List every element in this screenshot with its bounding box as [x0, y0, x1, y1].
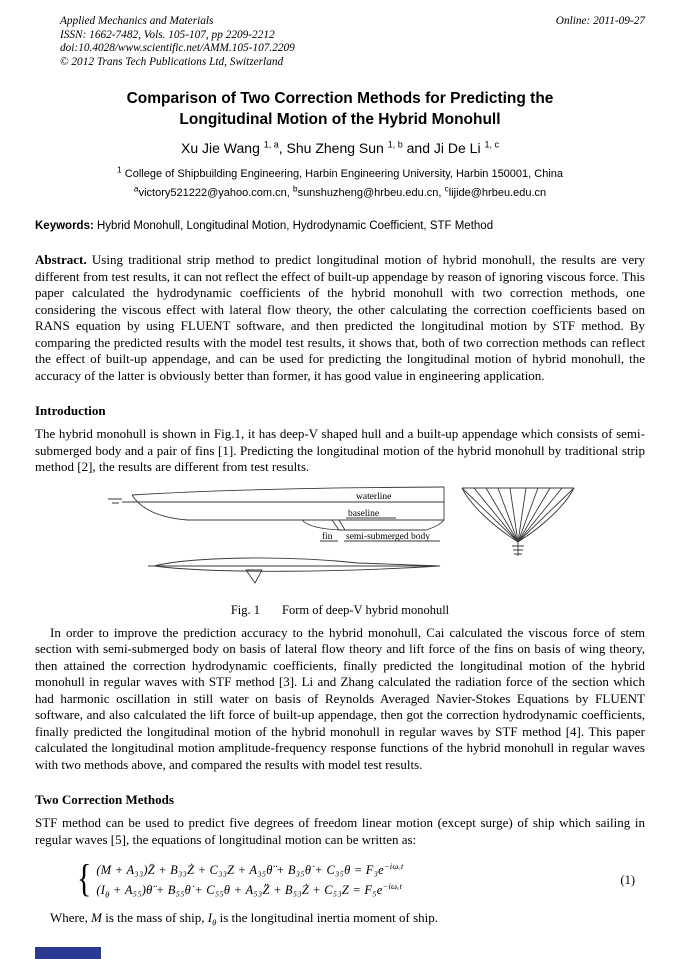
figure-1 — [35, 482, 645, 600]
emails-line — [35, 183, 645, 200]
semi-body-label: semi-submerged body — [346, 531, 430, 542]
where-pre: Where, — [50, 910, 92, 926]
equation-number: (1) — [620, 872, 635, 887]
author-1-affil-sup: 1, a — [263, 139, 279, 150]
author-2: Shu Zheng Sun — [286, 140, 388, 157]
author-3: Ji De Li — [433, 140, 485, 157]
equation-brace: { — [77, 857, 92, 901]
email-a-sup: a — [133, 183, 139, 194]
affiliation-sup: 1 — [116, 164, 122, 175]
copyright-line: © 2012 Trans Tech Publications Ltd, Switzerland — [60, 55, 284, 68]
figure-drawing — [96, 482, 584, 600]
journal-header — [60, 15, 645, 69]
author-2-affil-sup: 1, b — [387, 139, 403, 150]
figure-number: Fig. 1 — [230, 602, 261, 617]
where-mid: is the mass of ship, — [101, 910, 208, 926]
footer-accent-bar — [35, 947, 101, 959]
keywords-label: Keywords: — [35, 220, 94, 233]
appendage-body-shape — [154, 558, 440, 571]
free-surface-mark — [108, 499, 122, 503]
where-inertia-base: I — [207, 910, 213, 926]
equation-line-2-exponent: −iωₑt — [382, 880, 403, 891]
issn-line: ISSN: 1662-7482, Vols. 105-107, pp 2209-2212 — [60, 28, 275, 41]
keywords-text: Hybrid Monohull, Longitudinal Motion, Hydrodynamic Coefficient, STF Method — [93, 220, 494, 233]
waterline-label: waterline — [356, 491, 392, 502]
hull-fin-shape — [332, 520, 345, 530]
where-inertia-subscript: θ — [212, 917, 217, 928]
affiliation-text: College of Shipbuilding Engineering, Harbin Engineering University, Harbin 150001, China — [121, 168, 564, 181]
bodyplan-section-lines — [462, 488, 574, 542]
email-c: lijide@hrbeu.edu.cn — [448, 187, 547, 200]
bodyplan-flare-curves — [462, 488, 574, 542]
affiliation-line — [35, 164, 645, 181]
equation-line-2 — [96, 880, 403, 900]
intro-paragraph-2: In order to improve the prediction accuracy to the hybrid monohull, Cai calculated the viscous force of stem section with semi-submerged body on basis of lateral flow theory and lift force of the fins on basis of wing theory, then attained the correction hydrodynamic coefficients, finally predicted the longitudinal motion of the hybrid monohull in regular waves with STF method [3]. Li and Zhang calculated the radiation force of the section which had harmonic oscillation in still water on basis of Reynolds Averaged Navier-Stokes Equations by FLUENT software, and also calculated the lift force of built-up appendage, then got the correction hydrodynamic coefficients, finally predicted the longitudinal motion of the hybrid monohull in regular waves by STF method [4]. This paper calculated the longitudinal motion amplitude-frequency response functions of the hybrid monohull in regular waves with two methods above, and compared the results with model test results. — [35, 624, 645, 772]
section-heading-methods: Two Correction Methods — [35, 792, 174, 808]
where-mass-symbol: M — [91, 910, 102, 926]
email-b: sunshuzheng@hrbeu.edu.cn, — [297, 187, 445, 200]
journal-name: Applied Mechanics and Materials — [60, 15, 214, 27]
bodyplan-keel-mark — [512, 542, 524, 556]
abstract-paragraph — [35, 252, 645, 384]
equation-line-2-subscript: θ — [105, 889, 110, 900]
figure-caption — [35, 603, 645, 618]
baseline-label: baseline — [348, 508, 380, 519]
equation-line-1-body: (M + A₃₃)Z̈ + B₃₃Ż + C₃₃Z + A₃₅θ̈ + B₃₅θ̇ + C₃₅θ = F₃e — [96, 863, 384, 878]
author-1: Xu Jie Wang — [181, 140, 264, 157]
appendage-fin-shape — [246, 570, 262, 583]
online-date: Online: 2011-09-27 — [555, 15, 645, 27]
email-c-sup: c — [444, 183, 449, 194]
section-heading-introduction: Introduction — [35, 403, 106, 419]
fin-label: fin — [322, 531, 333, 542]
author-separator: and — [402, 140, 434, 157]
methods-paragraph-1: STF method can be used to predict five degrees of freedom linear motion (except surge) of ship which sailing in regular waves [5], the equations of longitudinal motion can be written as: — [35, 815, 645, 847]
equation-lines — [96, 860, 403, 900]
equation-line-1 — [96, 860, 403, 880]
email-b-sup: b — [292, 183, 298, 194]
author-separator: , — [278, 140, 287, 157]
where-note — [35, 910, 645, 926]
equation-line-2-pre: (I — [96, 883, 106, 898]
abstract-text: Using traditional strip method to predict longitudinal motion of hybrid monohull, the results are very different from test results, it can not reflect the effect of built-up appendage by reason of ignoring viscous force. This paper calculated the hydrodynamic coefficients of the hybrid monohull with two correction methods, one considering the viscous effect with lateral flow theory, the other calculating the correction coefficients based on RANS equation by using FLUENT software, and then predicted the longitudinal motion by STF method. By comparing the predicted results with the model test results, it shows that, both of two correction methods can reflect the effect of built-up appendage, and can be used for predicting the longitudinal motion of hybrid monohull, the accuracy of the latter is obviously better than former, it has good value in engineering application. — [35, 252, 645, 383]
intro-paragraph-1: The hybrid monohull is shown in Fig.1, it has deep-V shaped hull and a built-up appendage which consists of semi-submerged body and a pair of fins [1]. Predicting the longitudinal motion of the hybrid monohull by traditional strip method [2], the results are different from test results. — [35, 426, 645, 475]
abstract-label: Abstract. — [35, 252, 87, 268]
keywords-line — [35, 220, 645, 232]
where-post: is the longitudinal inertia moment of ship. — [216, 910, 439, 926]
authors-line — [35, 140, 645, 156]
doi-line: doi:10.4028/www.scientific.net/AMM.105-107.2209 — [60, 42, 295, 55]
equation-line-2-body: + A₅₅)θ̈ + B₅₅θ̇ + C₅₅θ + A₅₃Z̈ + B₅₃Ż + C₅₃Z = F₅e — [109, 883, 383, 898]
author-3-affil-sup: 1, c — [484, 139, 499, 150]
equation-line-1-exponent: −iωₑt — [383, 860, 404, 871]
paper-title: Comparison of Two Correction Methods for Predicting the Longitudinal Motion of the Hybrid Monohull — [126, 90, 554, 129]
equation-1 — [77, 857, 635, 901]
email-a: victory521222@yahoo.com.cn, — [138, 187, 293, 200]
figure-caption-text: Form of deep-V hybrid monohull — [282, 602, 450, 617]
hull-semi-body-shape — [302, 520, 444, 530]
